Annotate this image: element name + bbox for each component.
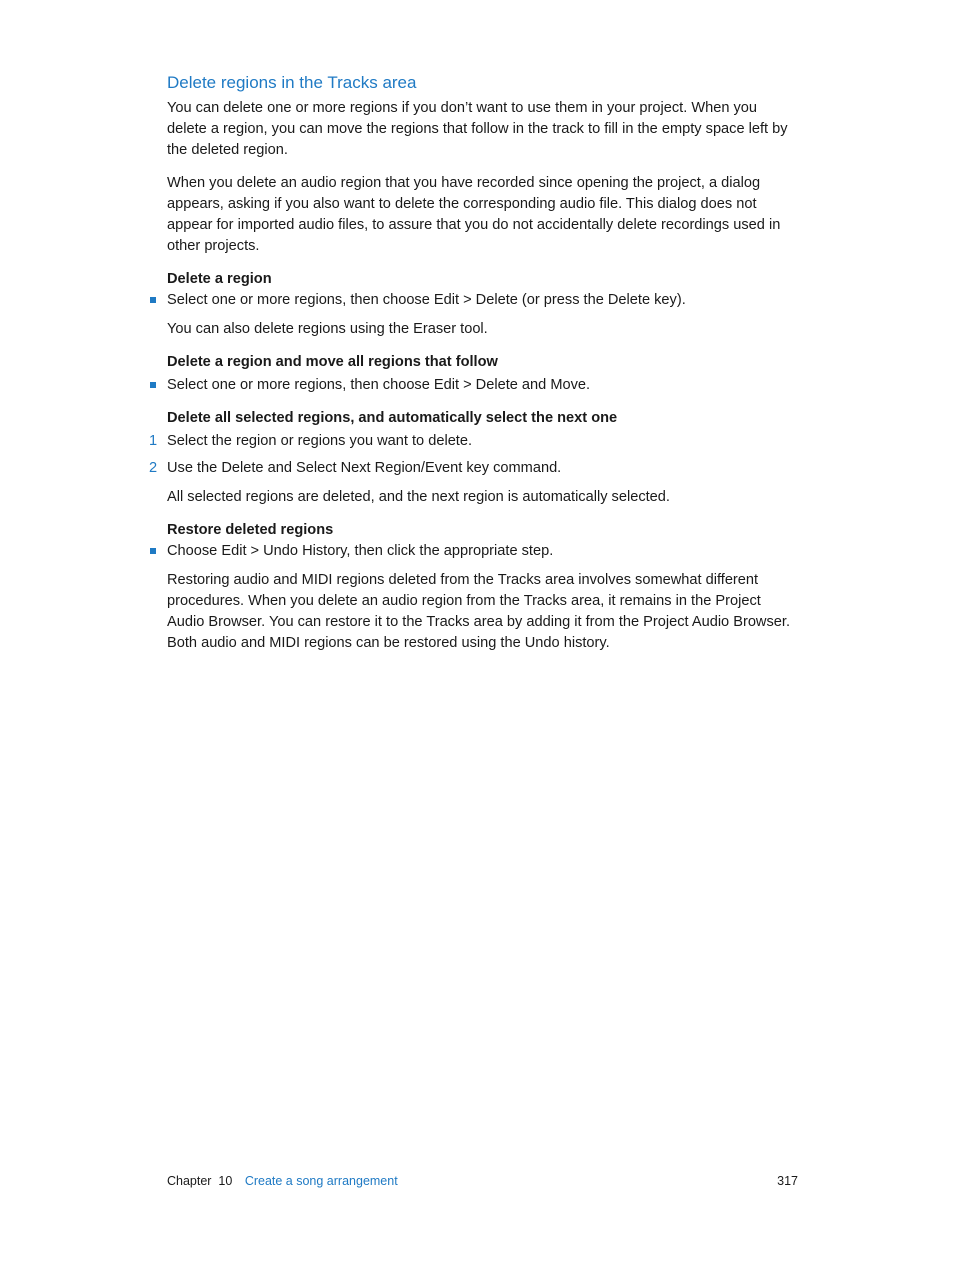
- task-note: All selected regions are deleted, and the next region is automatically selected.: [167, 489, 670, 505]
- intro-paragraph-2: When you delete an audio region that you have recorded since opening the project, a dialog appears, asking if you also want to delete the corresponding audio file. This dialog does not appear for imported audio files, to assure that you do not accidentally delete recordings used in other projects.: [167, 175, 781, 254]
- page-content: [149, 72, 797, 654]
- task-note: Restoring audio and MIDI regions deleted from the Tracks area involves somewhat different procedures. When you delete an audio region from the Tracks area, it remains in the Project Audio Browser. You can restore it to the Tracks area by adding it from the Project Audio Browser. Both audio and MIDI regions can be restored using the Undo history.: [167, 572, 790, 651]
- step-number: 2: [149, 460, 158, 476]
- task-heading-restore: Restore deleted regions: [167, 522, 334, 538]
- square-bullet-icon: [150, 297, 156, 303]
- step-text: Select the region or regions you want to delete.: [167, 433, 473, 449]
- list-item-text: Select one or more regions, then choose Edit > Delete and Move.: [167, 377, 591, 393]
- page-number: 317: [777, 1174, 798, 1188]
- task-note: You can also delete regions using the Eraser tool.: [167, 321, 488, 337]
- list-item: [167, 541, 797, 562]
- task-heading-delete-and-move: Delete a region and move all regions that follow: [167, 354, 498, 370]
- page-footer: [167, 1172, 798, 1190]
- square-bullet-icon: [150, 548, 156, 554]
- task-heading-delete-region: Delete a region: [167, 271, 272, 287]
- list-item: [167, 375, 797, 396]
- step-number: 1: [149, 433, 158, 449]
- list-item-text: Select one or more regions, then choose Edit > Delete (or press the Delete key).: [167, 292, 686, 308]
- numbered-step: [149, 431, 797, 452]
- step-text: Use the Delete and Select Next Region/Event key command.: [167, 460, 562, 476]
- list-item-text: Choose Edit > Undo History, then click the appropriate step.: [167, 543, 554, 559]
- list-item: [167, 290, 797, 311]
- section-title: Delete regions in the Tracks area: [167, 73, 417, 92]
- intro-paragraph-1: You can delete one or more regions if you don’t want to use them in your project. When you delete a region, you can move the regions that follow in the track to fill in the empty space left by the deleted region.: [167, 100, 788, 158]
- task-heading-delete-and-select-next: Delete all selected regions, and automatically select the next one: [167, 410, 618, 426]
- chapter-title-link[interactable]: Create a song arrangement: [244, 1174, 398, 1188]
- chapter-label: Chapter 10: [167, 1174, 233, 1188]
- numbered-step: [149, 458, 797, 479]
- square-bullet-icon: [150, 382, 156, 388]
